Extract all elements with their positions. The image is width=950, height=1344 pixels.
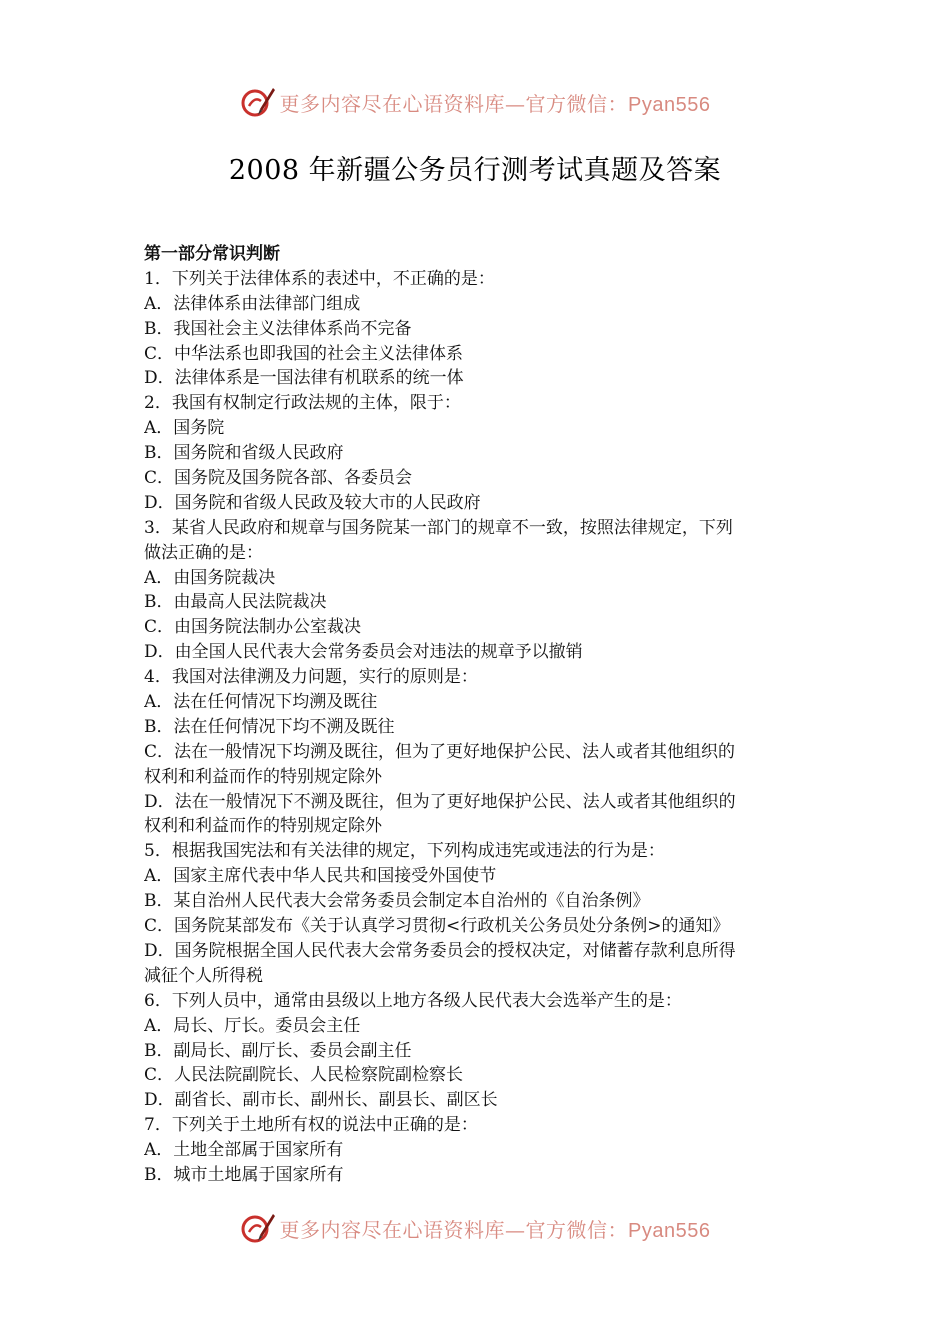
answer-option: D．法律体系是一国法律有机联系的统一体 [144,368,464,389]
header-watermark-banner [0,82,950,122]
answer-option: C．国务院及国务院各部、各委员会 [144,468,413,489]
question-text: 1．下列关于法律体系的表述中，不正确的是： [144,268,495,289]
question-text: 7．下列关于土地所有权的说法中正确的是： [144,1115,478,1136]
answer-option: B．副局长、副厅长、委员会副主任 [144,1040,412,1061]
answer-option: A．国家主席代表中华人民共和国接受外国使节 [144,866,497,887]
question-text: 3．某省人民政府和规章与国务院某一部门的规章不一致，按照法律规定，下列 [144,517,733,538]
text-continuation: 做法正确的是： [144,542,263,563]
wechat-id: Pyan556 [628,93,711,116]
answer-option: B．某自治州人民代表大会常务委员会制定本自治州的《自治条例》 [144,891,650,912]
answer-option: A．土地全部属于国家所有 [144,1140,344,1161]
section-heading: 第一部分常识判断 [144,244,280,264]
answer-option: A．法律体系由法律部门组成 [144,293,361,314]
answer-option: C．中华法系也即我国的社会主义法律体系 [144,343,464,364]
text-continuation: 减征个人所得税 [144,965,263,986]
answer-option: B．我国社会主义法律体系尚不完备 [144,318,412,339]
answer-option: B．国务院和省级人民政府 [144,443,344,464]
answer-option: B．法在任何情况下均不溯及既往 [144,716,395,737]
answer-option: C．法在一般情况下均溯及既往，但为了更好地保护公民、法人或者其他组织的 [144,741,736,762]
answer-option: D．副省长、副市长、副州长、副县长、副区长 [144,1090,498,1111]
answer-option: C．人民法院副院长、人民检察院副检察长 [144,1065,464,1086]
pen-logo-icon [240,84,276,120]
answer-option: B．城市土地属于国家所有 [144,1164,344,1185]
answer-option: C．由国务院法制办公室裁决 [144,617,362,638]
question-text: 2．我国有权制定行政法规的主体，限于： [144,393,461,414]
answer-option: A．法在任何情况下均溯及既往 [144,692,378,713]
question-text: 4．我国对法律溯及力问题，实行的原则是： [144,667,478,688]
answer-option: D．国务院和省级人民政及较大市的人民政府 [144,492,481,513]
question-text: 5．根据我国宪法和有关法律的规定，下列构成违宪或违法的行为是： [144,841,665,862]
answer-option: D．国务院根据全国人民代表大会常务委员会的授权决定，对储蓄存款利息所得 [144,940,736,961]
text-continuation: 权利和利益而作的特别规定除外 [144,816,382,837]
text-continuation: 权利和利益而作的特别规定除外 [144,766,382,787]
wechat-id: Pyan556 [628,1219,711,1242]
answer-option: A．由国务院裁决 [144,567,276,588]
page-title: 2008 年新疆公务员行测考试真题及答案 [228,155,722,186]
banner-text: 更多内容尽在心语资料库—官方微信：Pyan556 [279,1217,711,1242]
question-content [144,242,824,1188]
banner-text: 更多内容尽在心语资料库—官方微信：Pyan556 [279,91,711,116]
answer-option: D．法在一般情况下不溯及既往，但为了更好地保护公民、法人或者其他组织的 [144,791,736,812]
answer-option: D．由全国人民代表大会常务委员会对违法的规章予以撤销 [144,642,583,663]
footer-watermark-banner [0,1208,950,1248]
answer-option: C．国务院某部发布《关于认真学习贯彻<行政机关公务员处分条例>的通知》 [144,916,730,937]
answer-option: B．由最高人民法院裁决 [144,592,327,613]
answer-option: A．局长、厅长。委员会主任 [144,1015,361,1036]
answer-option: A．国务院 [144,418,225,439]
question-text: 6．下列人员中，通常由县级以上地方各级人民代表大会选举产生的是： [144,990,682,1011]
pen-logo-icon [240,1210,276,1246]
